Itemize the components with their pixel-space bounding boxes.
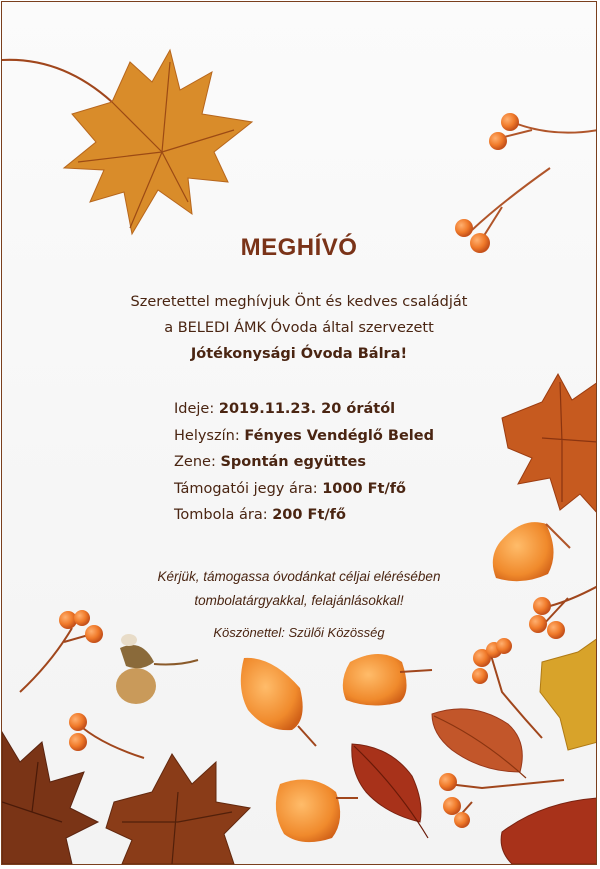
maple-leaf-bottom-center [106, 754, 250, 864]
intro-line-2: a BELEDI ÁMK Óvoda által szervezett [164, 320, 434, 336]
maple-leaf-top-left [2, 50, 252, 234]
detail-value: Spontán együttes [220, 454, 366, 470]
appeal-text [2, 565, 596, 613]
berries-bottom-right [439, 773, 597, 864]
red-leaf-bottom [352, 744, 428, 838]
detail-label: Helyszín: [174, 427, 245, 444]
physalis-center [241, 654, 432, 746]
detail-label: Tombola ára: [174, 507, 273, 523]
intro-event-name: Jótékonysági Óvoda Bálra! [190, 346, 408, 362]
detail-row-ticket [174, 476, 434, 503]
detail-value: Fényes Vendéglő Beled [244, 427, 434, 444]
detail-row-music [174, 449, 434, 476]
intro-line-1: Szeretettel meghívjuk Önt és kedves családját [130, 294, 468, 310]
intro-text [2, 289, 596, 367]
appeal-line-2: tombolatárgyakkal, felajánlásokkal! [194, 593, 404, 608]
berries-top-right [455, 113, 597, 253]
maple-leaf-bottom-left [2, 713, 144, 864]
detail-label: Zene: [174, 454, 221, 470]
detail-value: 2019.11.23. 20 órától [218, 401, 396, 417]
maple-leaf-right [502, 374, 597, 514]
thanks-signature: Köszönettel: Szülői Közösség [213, 625, 385, 640]
oval-leaf-right [432, 709, 526, 778]
appeal-line-1: Kérjük, támogassa óvodánkat céljai elérésében [157, 569, 441, 584]
detail-value: 1000 Ft/fő [322, 480, 407, 497]
berries-left [20, 610, 103, 692]
detail-row-time [174, 396, 434, 423]
detail-label: Ideje: [174, 401, 219, 417]
detail-row-raffle [174, 502, 434, 529]
detail-row-location [174, 423, 434, 450]
event-details [174, 396, 434, 529]
acorn [116, 634, 198, 704]
page-title: MEGHÍVÓ [240, 234, 358, 261]
detail-value: 200 Ft/fő [272, 507, 346, 523]
physalis-bottom [276, 780, 358, 843]
invitation-card [1, 1, 597, 865]
detail-label: Támogatói jegy ára: [174, 480, 323, 497]
